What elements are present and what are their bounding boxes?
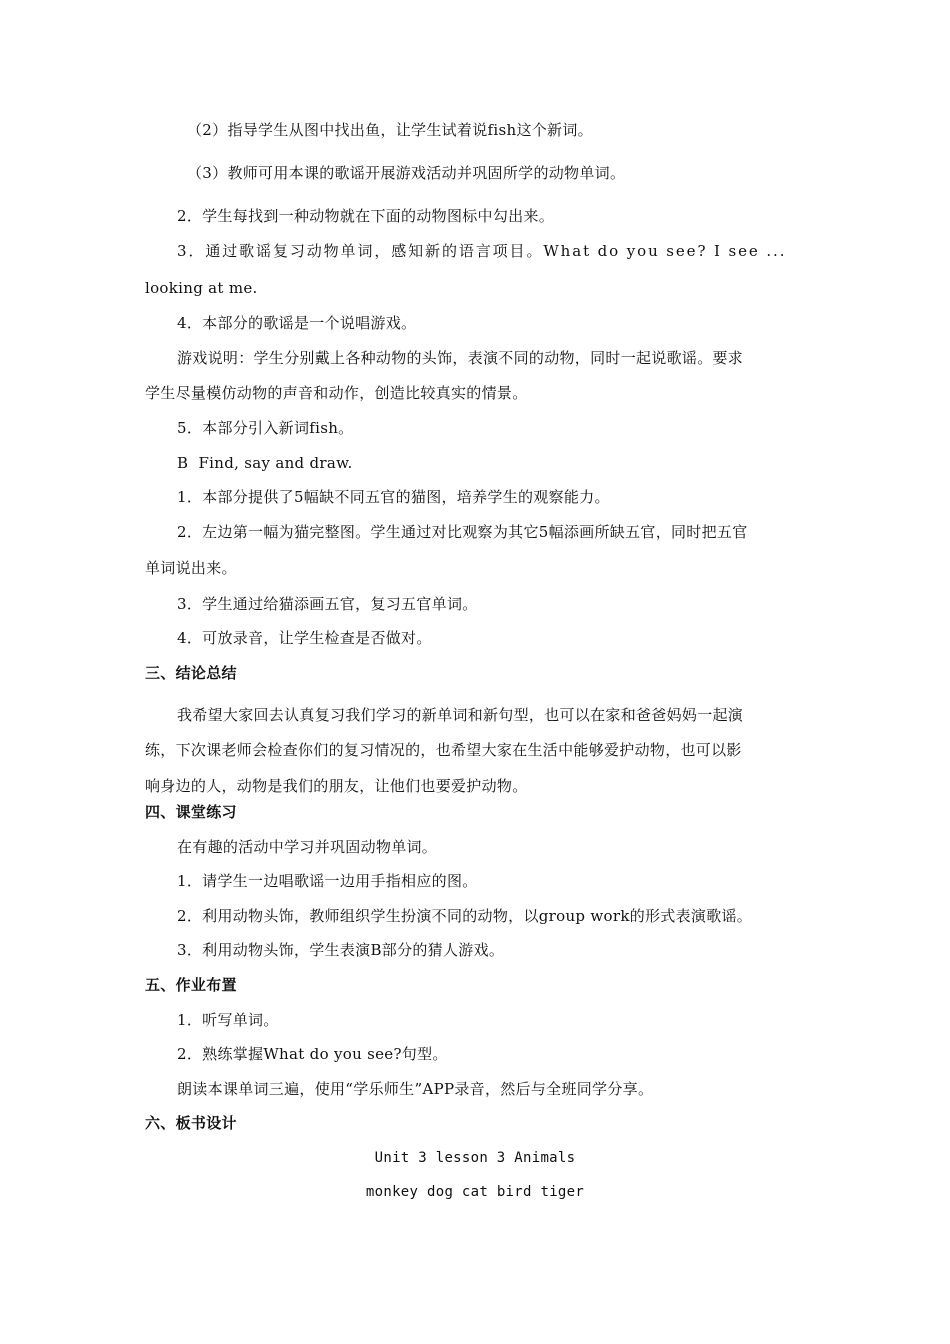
paragraph-line: 在有趣的活动中学习并巩固动物单词。 xyxy=(177,838,438,856)
paragraph-line: 单词说出来。 xyxy=(145,559,237,577)
paragraph-line: 2．学生每找到一种动物就在下面的动物图标中勾出来。 xyxy=(177,207,555,225)
board-title: Unit 3 lesson 3 Animals xyxy=(374,1150,576,1166)
paragraph-line: looking at me. xyxy=(145,279,258,297)
paragraph-line: 4．本部分的歌谣是一个说唱游戏。 xyxy=(177,314,417,332)
paragraph-line: 2．左边第一幅为猫完整图。学生通过对比观察为其它5幅添画所缺五官，同时把五官 xyxy=(177,523,748,541)
paragraph-line: 1．本部分提供了5幅缺不同五官的猫图，培养学生的观察能力。 xyxy=(177,488,610,506)
paragraph-line: 朗读本课单词三遍，使用“学乐师生”APP录音，然后与全班同学分享。 xyxy=(177,1080,654,1098)
paragraph-line: 响身边的人，动物是我们的朋友，让他们也要爱护动物。 xyxy=(145,777,528,795)
paragraph-line: （3）教师可用本课的歌谣开展游戏活动并巩固所学的动物单词。 xyxy=(187,164,626,182)
paragraph-line: 5．本部分引入新词fish。 xyxy=(177,419,354,437)
paragraph-line: （2）指导学生从图中找出鱼，让学生试着说fish这个新词。 xyxy=(187,121,593,139)
paragraph-line: 3．利用动物头饰，学生表演B部分的猜人游戏。 xyxy=(177,941,505,959)
paragraph-line: 2．熟练掌握What do you see?句型。 xyxy=(177,1045,448,1063)
paragraph-line: 学生尽量模仿动物的声音和动作，创造比较真实的情景。 xyxy=(145,384,528,402)
paragraph-line: 我希望大家回去认真复习我们学习的新单词和新句型，也可以在家和爸爸妈妈一起演 xyxy=(177,706,744,724)
section-b-title: B Find, say and draw. xyxy=(177,454,353,472)
paragraph-line: 4．可放录音，让学生检查是否做对。 xyxy=(177,629,432,647)
paragraph-line: 游戏说明：学生分别戴上各种动物的头饰，表演不同的动物，同时一起说歌谣。要求 xyxy=(177,349,744,367)
paragraph-line: 2．利用动物头饰，教师组织学生扮演不同的动物，以group work的形式表演歌谣。 xyxy=(177,907,753,925)
section-heading-conclusion: 三、结论总结 xyxy=(145,664,237,682)
section-heading-homework: 五、作业布置 xyxy=(145,976,237,994)
paragraph-line: 练，下次课老师会检查你们的复习情况的，也希望大家在生活中能够爱护动物，也可以影 xyxy=(145,741,742,759)
board-words: monkey dog cat bird tiger xyxy=(365,1184,585,1200)
paragraph-line: 1．请学生一边唱歌谣一边用手指相应的图。 xyxy=(177,872,478,890)
paragraph-line: 3．学生通过给猫添画五官，复习五官单词。 xyxy=(177,595,478,613)
section-heading-board-design: 六、板书设计 xyxy=(145,1114,237,1132)
section-heading-practice: 四、课堂练习 xyxy=(145,803,237,821)
paragraph-line: 3．通过歌谣复习动物单词，感知新的语言项目。What do you see? I see ... xyxy=(177,242,787,260)
paragraph-line: 1．听写单词。 xyxy=(177,1011,279,1029)
